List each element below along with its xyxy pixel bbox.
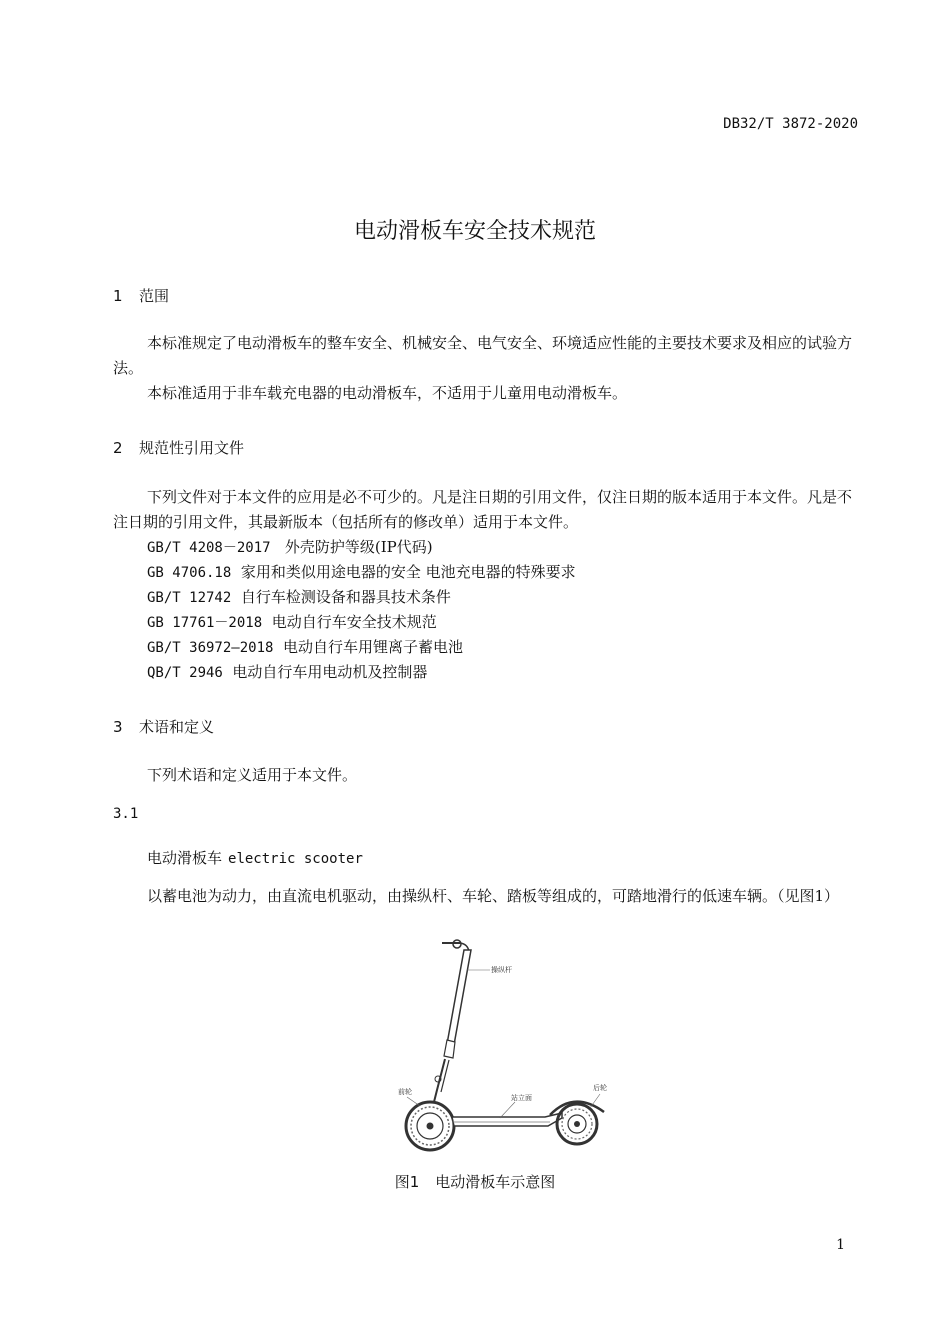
standard-code: DB32/T 3872-2020	[723, 116, 858, 132]
section-number: 3	[113, 718, 123, 736]
reference-item	[147, 585, 451, 611]
reference-title: 家用和类似用途电器的安全 电池充电器的特殊要求	[240, 563, 576, 581]
document-title: 电动滑板车安全技术规范	[353, 219, 596, 244]
front-wheel-drawing	[406, 1102, 454, 1150]
scope-paragraph-1: 本标准规定了电动滑板车的整车安全、机械安全、电气安全、环境适应性能的主要技术要求及相应的试验方法。	[113, 334, 853, 377]
reference-item	[147, 660, 427, 686]
reference-code: GB 17761－2018	[147, 615, 263, 631]
label-rear-wheel: 后轮	[593, 1084, 607, 1092]
label-deck: 站立面	[511, 1094, 532, 1102]
page-number: 1	[836, 1237, 845, 1253]
reference-code: QB/T 2946	[147, 665, 223, 681]
scooter-figure	[390, 934, 620, 1156]
reference-item	[147, 635, 463, 661]
reference-title: 外壳防护等级(IP代码)	[284, 538, 433, 556]
reference-code: GB/T 36972—2018	[147, 640, 274, 656]
subsection-number: 3.1	[113, 806, 139, 822]
figure-number: 图1	[394, 1173, 420, 1191]
reference-code: GB/T 4208－2017	[147, 540, 271, 556]
term-chinese: 电动滑板车	[147, 849, 223, 867]
reference-title: 自行车检测设备和器具技术条件	[240, 588, 451, 606]
label-front-wheel: 前轮	[398, 1088, 412, 1096]
label-handlebar: 操纵杆	[491, 966, 512, 974]
reference-title: 电动自行车用电动机及控制器	[232, 663, 428, 681]
section-number: 1	[113, 287, 123, 305]
reference-title: 电动自行车用锂离子蓄电池	[282, 638, 463, 656]
section-heading-1	[113, 285, 169, 306]
section-title: 范围	[139, 287, 170, 305]
reference-code: GB 4706.18	[147, 565, 232, 581]
figure-caption-text: 电动滑板车示意图	[435, 1173, 556, 1191]
figure-caption	[0, 1171, 950, 1192]
normative-references-intro: 下列文件对于本文件的应用是必不可少的。凡是注日期的引用文件，仅注日期的版本适用于本文件。凡是不注日期的引用文件，其最新版本（包括所有的修改单）适用于本文件。	[113, 488, 853, 531]
term-heading	[147, 847, 363, 868]
reference-title: 电动自行车安全技术规范	[271, 613, 437, 631]
section-title: 规范性引用文件	[139, 439, 245, 457]
deck-drawing	[452, 1113, 562, 1126]
section-heading-3	[113, 716, 214, 737]
reference-code: GB/T 12742	[147, 590, 232, 606]
reference-item	[147, 560, 576, 586]
scope-paragraph-2: 本标准适用于非车载充电器的电动滑板车，不适用于儿童用电动滑板车。	[147, 384, 628, 402]
reference-item	[147, 535, 433, 561]
section-title: 术语和定义	[139, 718, 215, 736]
section-heading-2	[113, 437, 244, 458]
section-number: 2	[113, 439, 123, 457]
terms-intro: 下列术语和定义适用于本文件。	[147, 766, 358, 784]
reference-item	[147, 610, 437, 636]
term-definition: 以蓄电池为动力，由直流电机驱动，由操纵杆、车轮、踏板等组成的，可踏地滑行的低速车辆。（见图1）	[147, 887, 840, 905]
rear-wheel-drawing	[550, 1102, 604, 1144]
stem-drawing	[434, 950, 471, 1102]
term-english: electric scooter	[228, 851, 363, 867]
